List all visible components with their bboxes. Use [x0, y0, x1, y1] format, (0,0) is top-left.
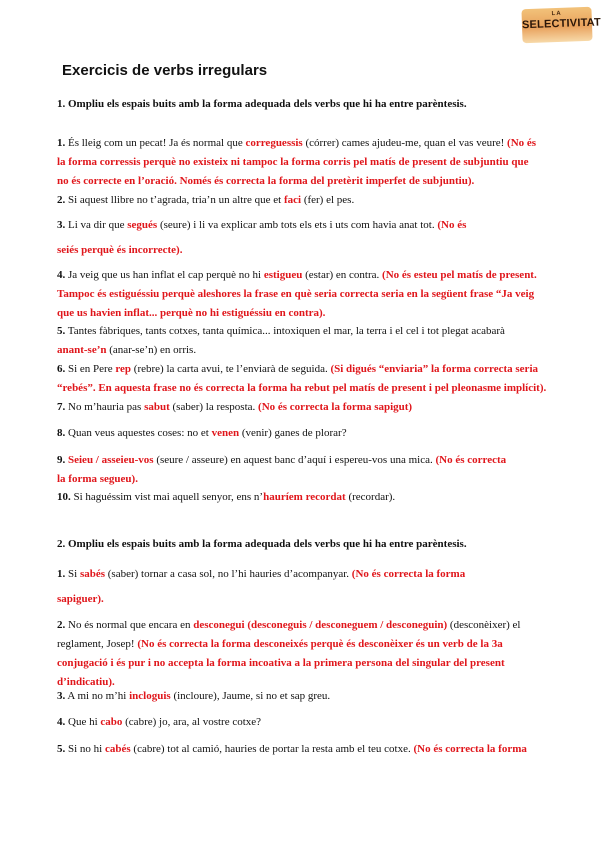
sentence-text: Si	[65, 568, 80, 580]
exercise-1-7	[57, 398, 547, 417]
sentence-text: (córrer) cames ajudeu-me, quan el vas veure!	[302, 137, 508, 149]
exercise-1-1	[57, 134, 547, 191]
correction-note: (No és	[437, 219, 467, 231]
exercise-1-6	[57, 360, 547, 398]
sentence-text: (anar-se’n) en orris.	[106, 344, 197, 356]
sentence-text: (venir) ganes de plorar?	[239, 427, 347, 439]
sentence-text: No és normal que encara en	[65, 619, 194, 631]
correction-note: (No és correcta	[435, 454, 507, 466]
sentence-text: (cabre) tot al camió, hauries de portar la resta amb el teu cotxe.	[130, 743, 414, 755]
sentence-text: Quan veus aquestes coses: no et	[65, 427, 212, 439]
item-number: 8.	[57, 427, 66, 439]
exercise-1-4	[57, 266, 547, 323]
exercise-1-9	[57, 451, 547, 489]
sentence-text: Ja veig que us han inflat el cap perquè no hi	[65, 269, 264, 281]
item-number: 1.	[57, 568, 66, 580]
sentence-text: A mi no m’hi	[65, 690, 130, 702]
sentence-text: (rebre) la carta avui, te l’enviarà de seguida.	[131, 363, 331, 375]
sentence-text: (saber) la resposta.	[169, 401, 259, 413]
correction-note: (Si digués “enviaria” la forma correcta seria	[330, 363, 538, 375]
exercise-1-8	[57, 424, 547, 443]
answer: hauríem recordat	[263, 491, 346, 503]
correction-note: no és correcte en l’oració. Només és correcta la forma del pretèrit imperfet de subjuntiu).	[57, 175, 475, 187]
correction-note: (No és	[507, 137, 537, 149]
answer: cabés	[104, 743, 131, 755]
section-1-heading: 1. Ompliu els espais buits amb la forma adequada dels verbs que hi ha entre parèntesis.	[57, 98, 467, 110]
exercise-2-4	[57, 713, 547, 732]
sentence-text: (incloure), Jaume, si no et sap greu.	[170, 690, 331, 702]
item-number: 9.	[57, 454, 66, 466]
answer: Seieu / asseieu-vos	[65, 454, 154, 466]
sentence-text: No m’hauria pas	[65, 401, 145, 413]
answer: desconegui (desconeguis / desconeguem / desconeguin)	[193, 619, 448, 631]
item-number: 4.	[57, 269, 66, 281]
correction-note: la forma corressis perquè no existeix ni tampoc la forma corris pel matís de present de subjuntiu que	[57, 156, 529, 168]
answer: cabo	[100, 716, 123, 728]
exercise-2-1	[57, 565, 547, 609]
item-number: 2.	[57, 194, 66, 206]
correction-note: que us havien inflat... perquè no hi estiguéssiu en contra).	[57, 307, 326, 319]
page-title: Exercicis de verbs irregulars	[62, 62, 268, 79]
sentence-text: (saber) tornar a casa sol, no l’hi hauries d’acompanyar.	[105, 568, 352, 580]
sentence-text: (recordar).	[345, 491, 396, 503]
exercise-1-5	[57, 322, 547, 360]
correction-note: (No és correcta la forma sapigut)	[258, 401, 413, 413]
sentence-text: Si en Pere	[65, 363, 116, 375]
item-number: 4.	[57, 716, 66, 728]
correction-note: d’indicatiu).	[57, 676, 115, 688]
sentence-text: És lleig com un pecat! Ja és normal que	[65, 137, 246, 149]
exercise-2-3	[57, 687, 547, 706]
correction-note: (No és correcta la forma	[351, 568, 466, 580]
exercise-1-3	[57, 216, 547, 260]
answer: anant-se’n	[57, 344, 107, 356]
exercise-2-5	[57, 740, 547, 759]
correction-note: la forma segueu).	[57, 473, 138, 485]
sentence-text: (fer) el pes.	[301, 194, 355, 206]
exercise-2-2	[57, 616, 547, 692]
sentence-text: Si aquest llibre no t’agrada, tria’n un altre que et	[65, 194, 284, 206]
correction-note: conjugació i és pur i no accepta la forma incoativa a la primera persona del singular del present	[57, 657, 505, 669]
logo-top-text: LA	[551, 10, 562, 18]
correction-note: (No és correcta la forma	[413, 743, 527, 755]
item-number: 3.	[57, 219, 66, 231]
sentence-text: Si haguéssim vist mai aquell senyor, ens n’	[70, 491, 264, 503]
item-number: 1.	[57, 137, 66, 149]
logo-main-text: SELECTIVITAT	[521, 16, 602, 32]
exercise-1-10	[57, 488, 547, 507]
item-number: 5.	[57, 743, 66, 755]
answer: segués	[127, 219, 158, 231]
answer: sabut	[144, 401, 170, 413]
correction-note: (No és correcta la forma desconeixés perquè és desconèixer és un verb de la 3a	[137, 638, 503, 650]
sentence-text: (estar) en contra.	[302, 269, 383, 281]
item-number: 6.	[57, 363, 66, 375]
item-number: 5.	[57, 325, 66, 337]
answer: faci	[283, 194, 302, 206]
sentence-text: Que hi	[65, 716, 101, 728]
answer: venen	[211, 427, 240, 439]
selectivitat-logo	[521, 7, 602, 43]
answer: sabés	[79, 568, 105, 580]
correction-note: (No és esteu pel matís de present.	[382, 269, 537, 281]
item-number: 10.	[57, 491, 71, 503]
item-number: 2.	[57, 619, 66, 631]
correction-note: Tampoc és estiguéssiu perquè aleshores la frase en què seria correcta seria en la següent frase “Ja veig	[57, 288, 535, 300]
item-number: 3.	[57, 690, 66, 702]
correction-note: “rebés”. En aquesta frase no és correcta la forma ha rebut pel matís de present i pel pleonasme implícit).	[57, 382, 547, 394]
answer: rep	[115, 363, 132, 375]
answer: correguessis	[245, 137, 303, 149]
sentence-text: (seure) i li va explicar amb tots els ets i uts com havia anat tot.	[157, 219, 438, 231]
answer: incloguis	[129, 690, 171, 702]
sentence-text: (desconèixer) el	[447, 619, 521, 631]
sentence-text: (seure / asseure) en aquest banc d’aquí i espereu-vos una mica.	[153, 454, 436, 466]
sentence-text: (cabre) jo, ara, al vostre cotxe?	[122, 716, 262, 728]
sentence-text: Si no hi	[65, 743, 105, 755]
sentence-text: Tantes fàbriques, tants cotxes, tanta química... intoxiquen el mar, la terra i el cel i tot plegat acabarà	[65, 325, 505, 337]
sentence-text: Li va dir que	[65, 219, 128, 231]
correction-note: seiés perquè és incorrecte).	[57, 244, 183, 256]
correction-note: sapiguer).	[57, 593, 104, 605]
exercise-1-2	[57, 191, 547, 210]
sentence-text: reglament, Josep!	[57, 638, 138, 650]
section-2-heading: 2. Ompliu els espais buits amb la forma adequada dels verbs que hi ha entre parèntesis.	[57, 538, 467, 550]
answer: estigueu	[263, 269, 303, 281]
item-number: 7.	[57, 401, 66, 413]
